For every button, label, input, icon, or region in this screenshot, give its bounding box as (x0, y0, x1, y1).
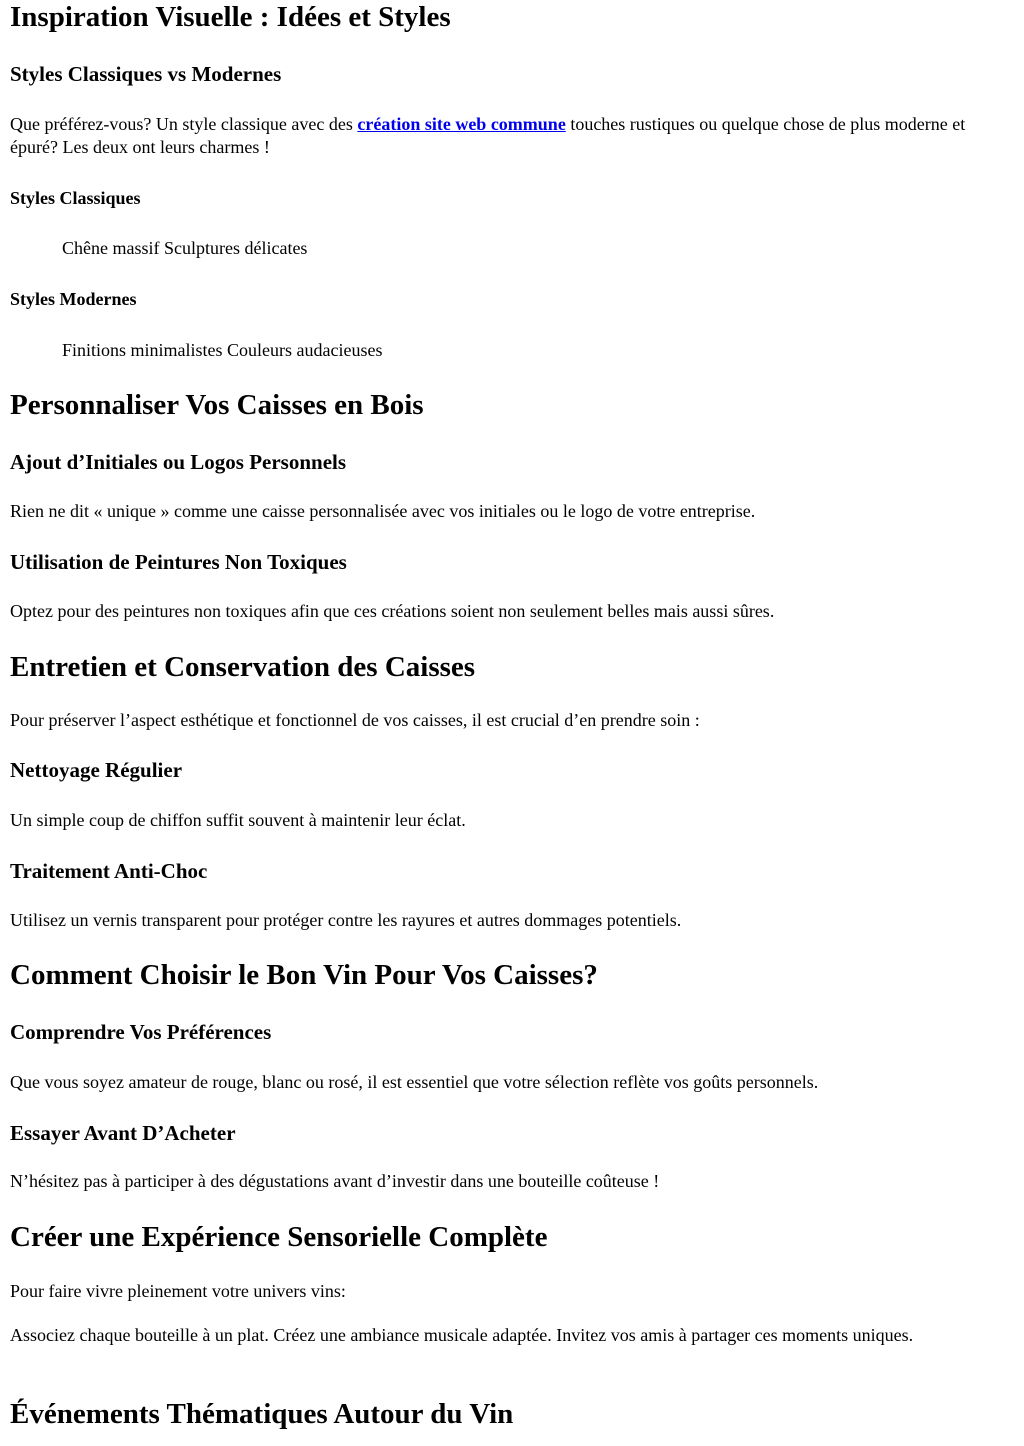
paragraph-text-before-link: Que préférez-vous? Un style classique avec des (10, 114, 358, 134)
paragraph-text-after-link: touches rustiques ou quelque chose de plus moderne et épuré? Les deux ont leurs charmes ! (10, 114, 966, 157)
creation-site-web-link[interactable]: création site web commune (357, 114, 566, 134)
subsection-title-essayer: Essayer Avant D’Acheter (10, 1121, 236, 1145)
paragraph-styles-intro (10, 113, 1014, 159)
section-title-personnaliser: Personnaliser Vos Caisses en Bois (10, 389, 424, 421)
subsection-title-initiales-logos: Ajout d’Initiales ou Logos Personnels (10, 450, 347, 474)
subsection-title-anti-choc: Traitement Anti-Choc (10, 859, 208, 883)
paragraph-experience-intro: Pour faire vivre pleinement votre univers vins: (10, 1281, 346, 1301)
paragraph-experience: Associez chaque bouteille à un plat. Créez une ambiance musicale adaptée. Invitez vos amis à partager ces moments uniques. (10, 1325, 914, 1345)
styles-modernes-heading: Styles Modernes (10, 289, 137, 309)
paragraph-preferences: Que vous soyez amateur de rouge, blanc ou rosé, il est essentiel que votre sélection reflète vos goûts personnels. (10, 1072, 819, 1092)
subsection-title-nettoyage: Nettoyage Régulier (10, 758, 183, 782)
paragraph-anti-choc: Utilisez un vernis transparent pour protéger contre les rayures et autres dommages potentiels. (10, 910, 682, 930)
styles-modernes-items: Finitions minimalistes Couleurs audacieuses (62, 340, 383, 360)
section-title-entretien: Entretien et Conservation des Caisses (10, 651, 476, 683)
section-title-inspiration: Inspiration Visuelle : Idées et Styles (10, 1, 451, 33)
paragraph-entretien-intro: Pour préserver l’aspect esthétique et fonctionnel de vos caisses, il est crucial d’en prendre soin : (10, 710, 700, 730)
paragraph-nettoyage: Un simple coup de chiffon suffit souvent à maintenir leur éclat. (10, 810, 466, 830)
section-title-experience: Créer une Expérience Sensorielle Complète (10, 1221, 548, 1253)
paragraph-initiales-logos: Rien ne dit « unique » comme une caisse personnalisée avec vos initiales ou le logo de votre entreprise. (10, 501, 756, 521)
paragraph-peintures: Optez pour des peintures non toxiques afin que ces créations soient non seulement belles mais aussi sûres. (10, 601, 775, 621)
section-title-choisir-vin: Comment Choisir le Bon Vin Pour Vos Caisses? (10, 959, 598, 991)
styles-classiques-items: Chêne massif Sculptures délicates (62, 238, 308, 258)
subsection-title-peintures: Utilisation de Peintures Non Toxiques (10, 550, 347, 574)
paragraph-essayer: N’hésitez pas à participer à des dégustations avant d’investir dans une bouteille coûteuse ! (10, 1171, 660, 1191)
styles-classiques-heading: Styles Classiques (10, 188, 141, 208)
section-title-evenements: Événements Thématiques Autour du Vin (10, 1398, 514, 1430)
subsection-title-preferences: Comprendre Vos Préférences (10, 1020, 272, 1044)
subsection-title-styles-classiques-vs-modernes: Styles Classiques vs Modernes (10, 62, 282, 86)
